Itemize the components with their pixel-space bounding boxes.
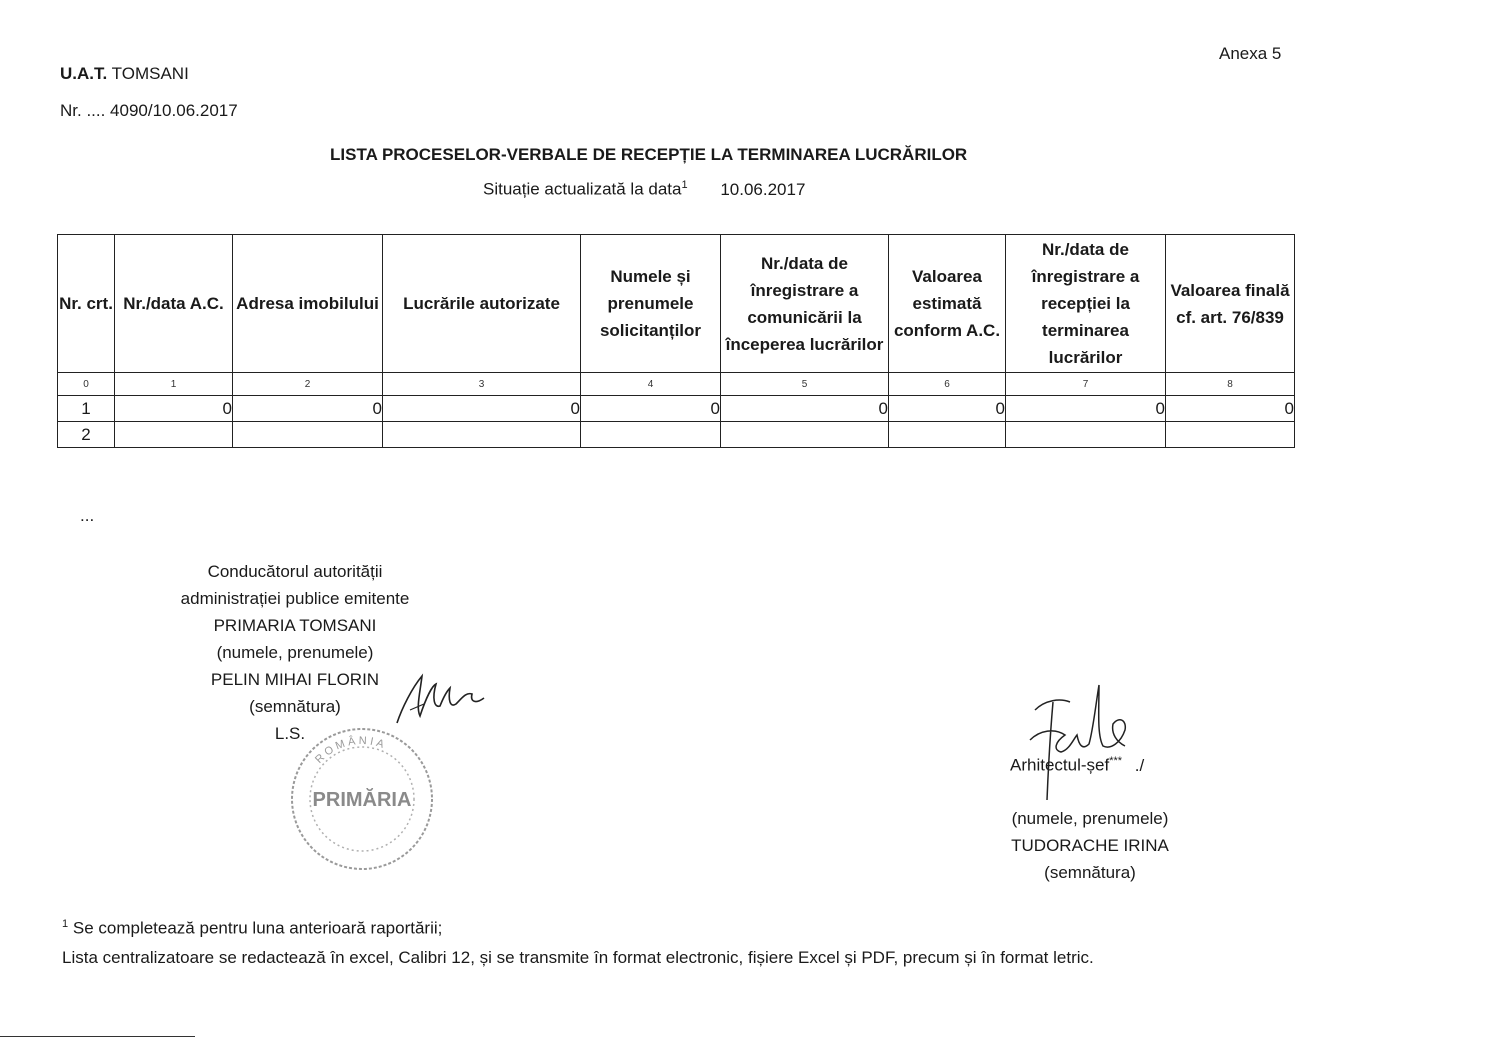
ellipsis: ... — [80, 506, 95, 525]
table-header-row — [58, 235, 1295, 373]
right-signatory-role-label: Arhitectul-șef — [1010, 755, 1110, 775]
right-signature-image — [1025, 680, 1135, 805]
table-cell: 0 — [233, 396, 383, 422]
table-cell: 0 — [1166, 396, 1295, 422]
left-signatory-name: PELIN MIHAI FLORIN — [210, 670, 380, 689]
header-cell: Lucrările autorizate — [383, 235, 581, 373]
right-signatory-name: TUDORACHE IRINA — [1011, 836, 1169, 855]
right-signatory-name-caption: (numele, prenumele) — [1011, 809, 1169, 828]
institution-stamp — [287, 724, 437, 874]
table-row — [58, 396, 1295, 422]
table-row — [58, 422, 1295, 448]
stamp-ring-text: ROMÂNIA — [313, 734, 389, 766]
index-cell: 0 — [58, 373, 115, 396]
update-footnote-mark: 1 — [681, 179, 688, 191]
left-signatory-name-caption: (numele, prenumele) — [216, 643, 374, 662]
footnote-1-text: Se completează pentru luna anterioară raportării; — [72, 918, 443, 938]
header-cell: Nr./data de înregistrare a recepției la terminarea lucrărilor — [1006, 235, 1166, 373]
table-cell — [1006, 422, 1166, 448]
index-cell: 4 — [581, 373, 721, 396]
table-cell: 0 — [115, 396, 233, 422]
right-signatory-role-mark: *** — [1109, 755, 1123, 767]
table-cell: 0 — [1006, 396, 1166, 422]
header-cell: Valoarea finală cf. art. 76/839 — [1166, 235, 1295, 373]
table-cell: 0 — [383, 396, 581, 422]
table-cell: 2 — [58, 422, 115, 448]
receptions-table — [57, 234, 1295, 448]
seal-placeholder-ls: L.S. — [274, 724, 306, 743]
table-cell — [383, 422, 581, 448]
table-cell: 1 — [58, 396, 115, 422]
table-cell — [581, 422, 721, 448]
left-signatory-role-line2: administrației publice emitente — [180, 589, 410, 608]
registration-number: Nr. .... 4090/10.06.2017 — [60, 101, 238, 120]
table-cell — [1166, 422, 1295, 448]
footnote-1-mark: 1 — [62, 918, 69, 930]
index-cell: 7 — [1006, 373, 1166, 396]
footnote-2: Lista centralizatoare se redactează în excel, Calibri 12, și se transmite în format electronic, fișiere Excel și PDF, precum și în format letric. — [62, 948, 1094, 967]
right-signatory-block — [960, 805, 1220, 886]
authority-prefix: U.A.T. — [60, 64, 108, 83]
left-signature-image — [392, 668, 487, 728]
footnote-separator — [0, 1036, 195, 1037]
left-signatory-signature-caption: (semnătura) — [249, 697, 341, 716]
left-signatory-institution: PRIMARIA TOMSANI — [213, 616, 377, 635]
table-cell — [233, 422, 383, 448]
table-cell — [115, 422, 233, 448]
right-signatory-signature-caption: (semnătura) — [1044, 863, 1136, 882]
right-signatory-role-suffix: ./ — [1134, 755, 1145, 775]
header-cell: Nr./data A.C. — [115, 235, 233, 373]
authority-name: TOMSANI — [111, 64, 189, 83]
table-cell: 0 — [889, 396, 1006, 422]
table-cell — [889, 422, 1006, 448]
document-title: LISTA PROCESELOR-VERBALE DE RECEPȚIE LA TERMINAREA LUCRĂRILOR — [330, 145, 968, 164]
update-label: Situație actualizată la data — [483, 179, 682, 199]
index-cell: 1 — [115, 373, 233, 396]
header-cell: Nr. crt. — [58, 235, 115, 373]
index-cell: 2 — [233, 373, 383, 396]
table-index-row — [58, 373, 1295, 396]
table-cell — [721, 422, 889, 448]
stamp-center-text: PRIMĂRIA — [312, 789, 412, 811]
header-cell: Nr./data de înregistrare a comunicării la începerea lucrărilor — [721, 235, 889, 373]
index-cell: 3 — [383, 373, 581, 396]
header-cell: Valoarea estimată conform A.C. — [889, 235, 1006, 373]
header-cell: Numele și prenumele solicitanților — [581, 235, 721, 373]
header-cell: Adresa imobilului — [233, 235, 383, 373]
table-cell: 0 — [581, 396, 721, 422]
annex-label: Anexa 5 — [1219, 44, 1282, 63]
left-signatory-role-line1: Conducătorul autorității — [207, 562, 383, 581]
index-cell: 8 — [1166, 373, 1295, 396]
authority-line — [60, 64, 189, 84]
update-line — [483, 179, 805, 200]
index-cell: 6 — [889, 373, 1006, 396]
footnote-1 — [62, 918, 442, 939]
index-cell: 5 — [721, 373, 889, 396]
update-date: 10.06.2017 — [720, 179, 806, 199]
table-cell: 0 — [721, 396, 889, 422]
